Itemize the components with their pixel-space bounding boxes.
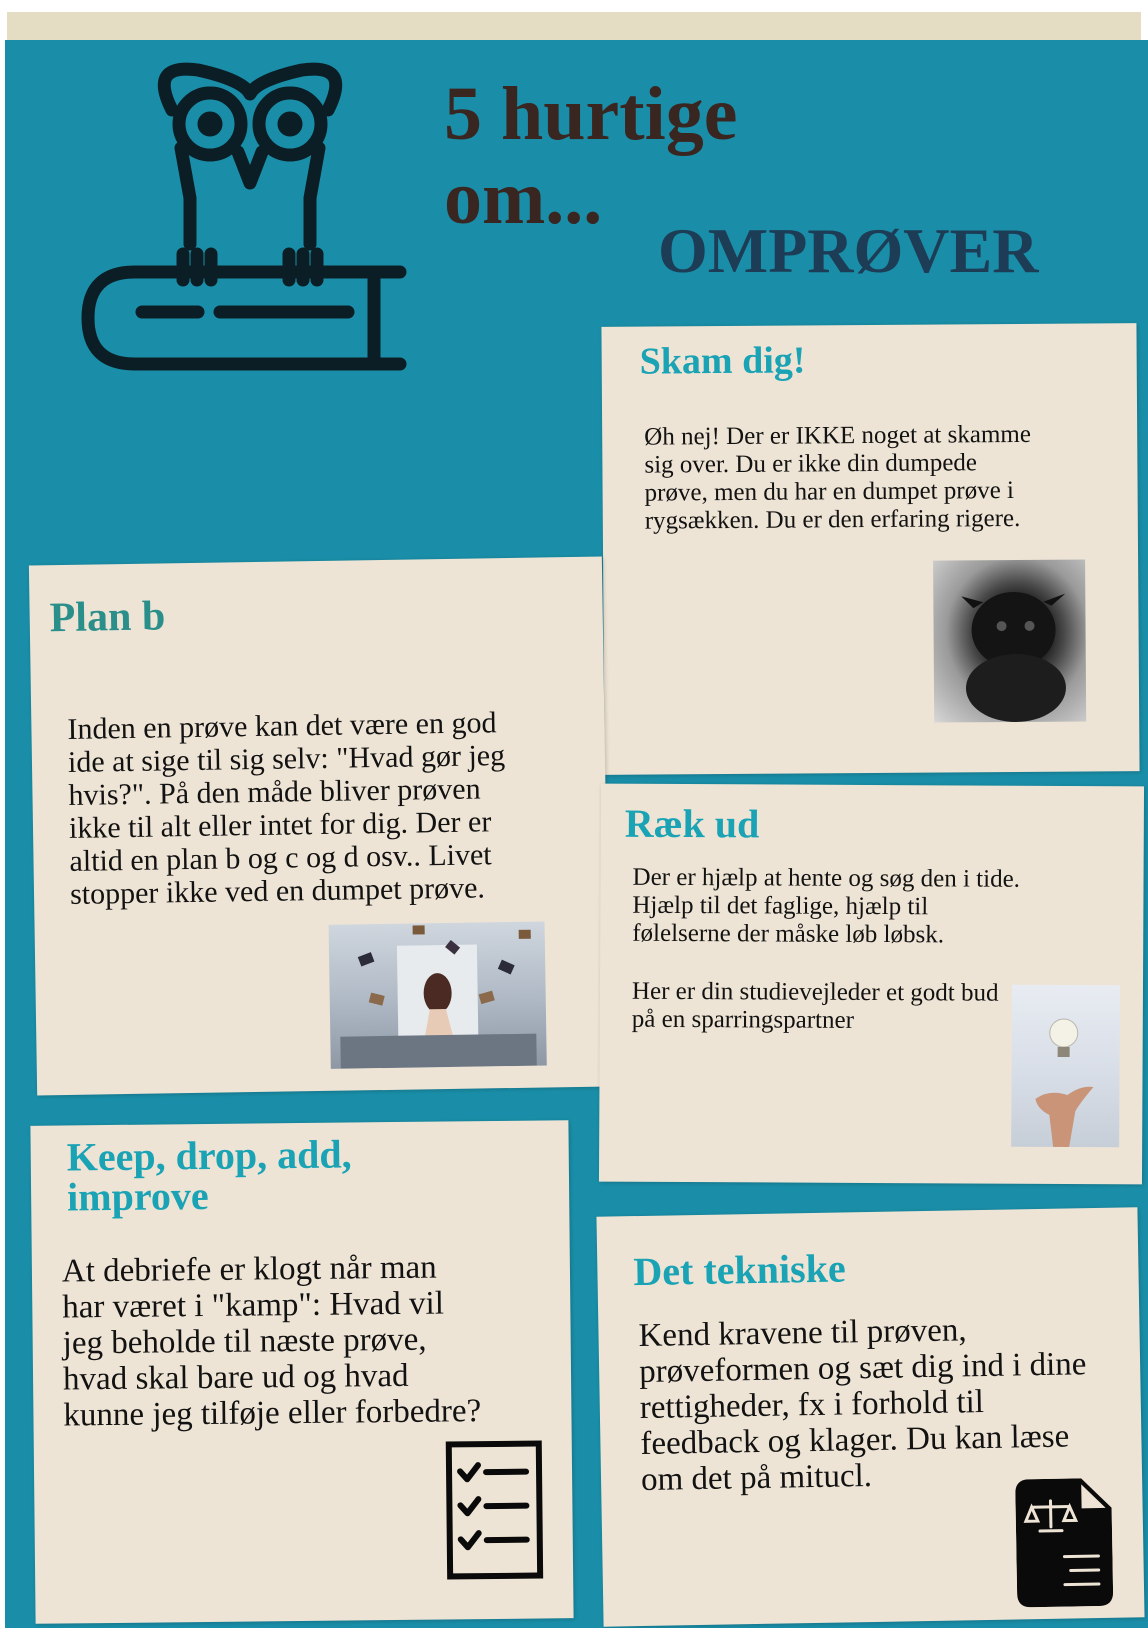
lightbulb-hand-scene [1011, 985, 1120, 1148]
card-heading-line1: Keep, drop, add, [66, 1131, 352, 1180]
card-heading [66, 1131, 353, 1220]
card-body-secondary: Her er din studievejleder et godt bud på en sparringspartner [631, 977, 999, 1034]
card-body: Øh nej! Der er IKKE noget at skamme sig over. Du er ikke din dumpede prøve, men du har en dumpet prøve i rygsækken. Du er den erfaring rigere. [644, 420, 1031, 535]
card-keep-drop-add-improve [30, 1120, 573, 1624]
page-subtitle: OMPRØVER [658, 215, 1039, 286]
card-body: At debriefe er klogt når man har været i "kamp": Hvad vil jeg beholde til næste prøve, hvad skal bare ud og hvad kunne jeg tilføje eller forbedre? [61, 1249, 482, 1434]
card-heading: Plan b [49, 593, 166, 642]
card-body: Inden en prøve kan det være en god ide at sige til sig selv: "Hvad gør jeg hvis?". På den måde bliver prøven ikke til alt eller intet for dig. Der er altid en plan b og c og d osv.. Livet stopper ikke ved en dumpet prøve. [67, 706, 506, 911]
page-title-line2: om... [444, 156, 603, 240]
card-heading: Ræk ud [624, 800, 760, 847]
card-body: Kend kravene til prøven, prøveformen og sæt dig ind i dine rettigheder, fx i forhold til feedback og klager. Du kan læse om det på mitucl. [638, 1312, 1087, 1499]
flying-books-photo [329, 921, 547, 1068]
pug-photo [933, 560, 1086, 723]
card-det-tekniske [596, 1207, 1144, 1626]
card-heading-line2: improve [66, 1172, 209, 1220]
card-body: Der er hjælp at hente og søg den i tide. Hjælp til det faglige, hjælp til følelserne der måske løb løbsk. [632, 863, 1021, 949]
card-heading: Det tekniske [633, 1245, 847, 1295]
card-plan-b [29, 557, 610, 1096]
card-heading: Skam dig! [639, 339, 806, 383]
lightbulb-hand-photo [1011, 985, 1120, 1148]
legal-document-icon [1015, 1478, 1113, 1608]
card-raek-ud [599, 784, 1144, 1185]
card-skam-dig [601, 323, 1139, 775]
pug-silhouette [933, 560, 1086, 723]
flying-books-scene [329, 921, 547, 1068]
checklist-icon [444, 1438, 545, 1581]
top-paper-strip [7, 12, 1141, 42]
owl-on-book-icon [80, 48, 420, 388]
page-title-line1: 5 hurtige [444, 72, 738, 156]
